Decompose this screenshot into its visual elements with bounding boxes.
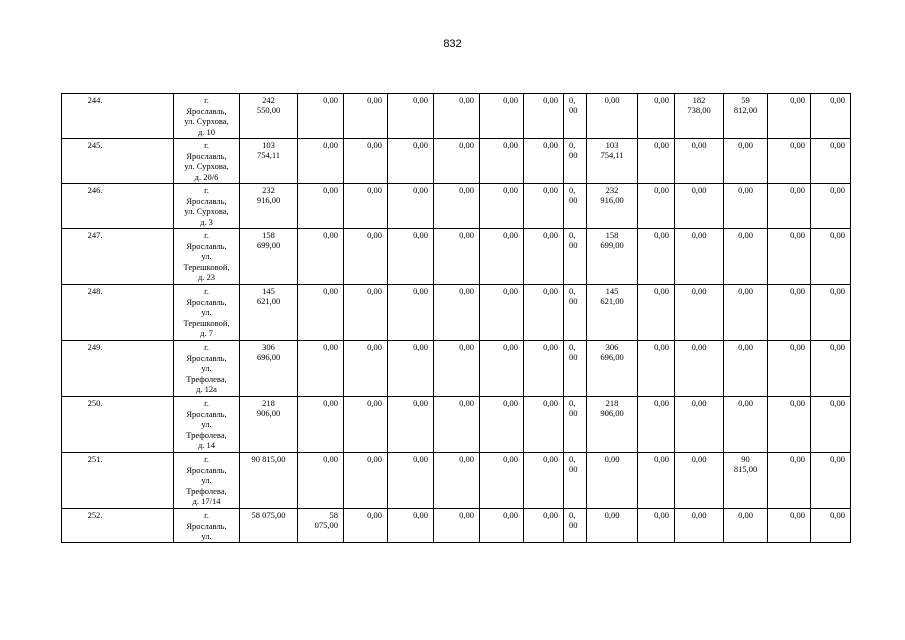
cell-c14: 0,00 <box>811 184 851 229</box>
cell-c13: 0,00 <box>768 94 811 139</box>
cell-num: 245. <box>62 139 174 184</box>
cell-c14: 0,00 <box>811 139 851 184</box>
cell-line: 916,00 <box>600 195 624 205</box>
cell-c10: 0,00 <box>638 139 675 184</box>
cell-c1 <box>240 139 298 184</box>
table-body <box>62 94 851 543</box>
cell-c8 <box>564 453 587 509</box>
cell-line: 0,00 <box>738 510 753 520</box>
table-row <box>62 509 851 543</box>
cell-c1 <box>240 341 298 397</box>
cell-line: Ярославль, <box>186 105 227 116</box>
cell-address <box>174 94 240 139</box>
cell-line: д. 23 <box>197 272 216 283</box>
cell-c12 <box>724 341 768 397</box>
page-number: 832 <box>443 38 462 50</box>
data-table <box>61 93 851 543</box>
cell-line: 218 <box>605 398 619 408</box>
cell-c9 <box>587 139 638 184</box>
cell-c11 <box>675 285 724 341</box>
cell-line: 621,00 <box>256 296 281 306</box>
cell-line: 00 <box>569 520 578 530</box>
cell-c4: 0,00 <box>388 285 434 341</box>
cell-line: ул. <box>201 419 212 430</box>
table-row <box>62 229 851 285</box>
cell-line: ул. <box>201 531 212 542</box>
cell-c10: 0,00 <box>638 285 675 341</box>
cell-c10: 0,00 <box>638 397 675 453</box>
cell-c11 <box>675 509 724 543</box>
cell-c14: 0,00 <box>811 341 851 397</box>
cell-c1 <box>240 453 298 509</box>
cell-c7: 0,00 <box>524 509 564 543</box>
cell-c11 <box>675 184 724 229</box>
cell-line: 621,00 <box>600 296 624 306</box>
cell-c6: 0,00 <box>480 285 524 341</box>
cell-address <box>174 341 240 397</box>
cell-c1 <box>240 184 298 229</box>
cell-c13: 0,00 <box>768 285 811 341</box>
cell-line: Ярославль, <box>186 408 227 419</box>
cell-line: 00 <box>569 240 578 250</box>
cell-c10: 0,00 <box>638 509 675 543</box>
cell-c9 <box>587 397 638 453</box>
cell-c1 <box>240 229 298 285</box>
cell-c13: 0,00 <box>768 139 811 184</box>
cell-c1 <box>240 509 298 543</box>
cell-c7: 0,00 <box>524 453 564 509</box>
cell-line: ул. Сурхова, <box>184 206 229 217</box>
cell-line: 0,00 <box>738 185 753 195</box>
cell-line: г. <box>204 398 209 408</box>
cell-num: 247. <box>62 229 174 285</box>
cell-c13: 0,00 <box>768 453 811 509</box>
cell-c3: 0,00 <box>344 397 388 453</box>
cell-line: 906,00 <box>600 408 624 418</box>
cell-line: 0, <box>569 342 576 352</box>
cell-c3: 0,00 <box>344 139 388 184</box>
table-row <box>62 94 851 139</box>
cell-line: 0,00 <box>691 454 707 464</box>
cell-c5: 0,00 <box>434 184 480 229</box>
cell-c11 <box>675 94 724 139</box>
cell-c10: 0,00 <box>638 94 675 139</box>
cell-c6: 0,00 <box>480 184 524 229</box>
cell-line: 0,00 <box>691 140 707 150</box>
cell-c4: 0,00 <box>388 397 434 453</box>
cell-c3: 0,00 <box>344 229 388 285</box>
cell-line: 0,00 <box>691 510 707 520</box>
cell-line: г. <box>204 510 209 520</box>
cell-c9 <box>587 184 638 229</box>
cell-c5: 0,00 <box>434 453 480 509</box>
cell-address <box>174 509 240 543</box>
cell-line: 158 <box>605 230 619 240</box>
cell-c4: 0,00 <box>388 139 434 184</box>
cell-num: 252. <box>62 509 174 543</box>
cell-line: 218 <box>262 398 275 408</box>
cell-c8 <box>564 341 587 397</box>
cell-c8 <box>564 139 587 184</box>
cell-c9 <box>587 94 638 139</box>
cell-address <box>174 184 240 229</box>
cell-line: Терешковой, <box>183 317 230 328</box>
table-row <box>62 397 851 453</box>
cell-c10: 0,00 <box>638 341 675 397</box>
cell-c8 <box>564 397 587 453</box>
cell-line: 075,00 <box>314 520 338 530</box>
cell-line: 00 <box>569 408 578 418</box>
cell-line: 00 <box>569 105 578 115</box>
cell-c4: 0,00 <box>388 453 434 509</box>
cell-c14: 0,00 <box>811 285 851 341</box>
cell-line: д. 3 <box>200 216 213 227</box>
cell-c3: 0,00 <box>344 285 388 341</box>
cell-line: 0, <box>569 95 576 105</box>
cell-c13: 0,00 <box>768 397 811 453</box>
cell-c1 <box>240 397 298 453</box>
table-row <box>62 453 851 509</box>
cell-line: ул. <box>201 251 212 262</box>
cell-line: 0, <box>569 140 576 150</box>
cell-line: Ярославль, <box>186 195 227 206</box>
cell-c5: 0,00 <box>434 139 480 184</box>
cell-line: 232 <box>605 185 619 195</box>
cell-num: 246. <box>62 184 174 229</box>
cell-line: 00 <box>569 352 578 362</box>
cell-c6: 0,00 <box>480 397 524 453</box>
cell-c4: 0,00 <box>388 509 434 543</box>
cell-line: 815,00 <box>733 464 758 474</box>
cell-c6: 0,00 <box>480 341 524 397</box>
cell-c13: 0,00 <box>768 509 811 543</box>
cell-line: 0,00 <box>691 342 707 352</box>
cell-c6: 0,00 <box>480 139 524 184</box>
cell-line: 0, <box>569 510 576 520</box>
cell-c12 <box>724 509 768 543</box>
cell-line: 306 <box>262 342 275 352</box>
cell-c9 <box>587 285 638 341</box>
cell-line: 90 <box>741 454 750 464</box>
cell-line: 0,00 <box>691 185 707 195</box>
cell-address <box>174 285 240 341</box>
cell-c8 <box>564 229 587 285</box>
cell-c11 <box>675 453 724 509</box>
cell-c4: 0,00 <box>388 229 434 285</box>
cell-line: 696,00 <box>256 352 281 362</box>
cell-c7: 0,00 <box>524 139 564 184</box>
cell-c13: 0,00 <box>768 341 811 397</box>
cell-line: 103 <box>262 140 275 150</box>
cell-line: 0, <box>569 454 576 464</box>
cell-line: 00 <box>569 296 578 306</box>
cell-c2: 0,00 <box>298 229 344 285</box>
cell-line: г. <box>204 342 209 352</box>
cell-line: ул. <box>201 363 212 374</box>
cell-line: 90 815,00 <box>251 454 286 464</box>
cell-line: Ярославль, <box>186 296 227 307</box>
cell-line: 550,00 <box>256 105 281 115</box>
cell-address <box>174 229 240 285</box>
table-row <box>62 139 851 184</box>
cell-c13: 0,00 <box>768 229 811 285</box>
cell-c7: 0,00 <box>524 229 564 285</box>
cell-c11 <box>675 229 724 285</box>
cell-address <box>174 453 240 509</box>
cell-line: Трефолева, <box>186 485 227 496</box>
cell-c7: 0,00 <box>524 397 564 453</box>
cell-line: 0,00 <box>738 286 753 296</box>
cell-c8 <box>564 94 587 139</box>
cell-line: 00 <box>569 464 578 474</box>
cell-c3: 0,00 <box>344 184 388 229</box>
cell-c3: 0,00 <box>344 453 388 509</box>
cell-line: д. 7 <box>200 328 213 339</box>
cell-c12 <box>724 139 768 184</box>
cell-c5: 0,00 <box>434 94 480 139</box>
cell-c7: 0,00 <box>524 285 564 341</box>
cell-line: 158 <box>262 230 275 240</box>
cell-address <box>174 397 240 453</box>
cell-line: 182 <box>692 95 706 105</box>
cell-c4: 0,00 <box>388 341 434 397</box>
cell-line: Ярославль, <box>186 240 227 251</box>
cell-c9 <box>587 453 638 509</box>
cell-line: 0,00 <box>738 398 753 408</box>
cell-line: 0,00 <box>604 510 620 520</box>
cell-c1 <box>240 285 298 341</box>
cell-line: Ярославль, <box>186 352 227 363</box>
cell-line: 0, <box>569 286 576 296</box>
cell-line: 145 <box>605 286 619 296</box>
cell-line: 916,00 <box>256 195 281 205</box>
cell-line: г. <box>204 185 209 195</box>
cell-line: 59 <box>741 95 750 105</box>
cell-c2: 0,00 <box>298 341 344 397</box>
cell-line: 00 <box>569 150 578 160</box>
cell-line: 0, <box>569 398 576 408</box>
cell-c5: 0,00 <box>434 397 480 453</box>
cell-c3: 0,00 <box>344 509 388 543</box>
cell-c5: 0,00 <box>434 509 480 543</box>
cell-line: г. <box>204 140 209 150</box>
cell-c5: 0,00 <box>434 229 480 285</box>
cell-line: г. <box>204 286 209 296</box>
cell-line: д. 20/6 <box>194 171 219 182</box>
cell-c6: 0,00 <box>480 453 524 509</box>
cell-c1 <box>240 94 298 139</box>
cell-c13: 0,00 <box>768 184 811 229</box>
table-row <box>62 341 851 397</box>
cell-num: 250. <box>62 397 174 453</box>
cell-num: 249. <box>62 341 174 397</box>
cell-c10: 0,00 <box>638 453 675 509</box>
cell-c2: 0,00 <box>298 397 344 453</box>
cell-line: д. 17/14 <box>192 496 221 507</box>
cell-line: Трефолева, <box>186 373 227 384</box>
cell-c12 <box>724 229 768 285</box>
cell-c12 <box>724 184 768 229</box>
cell-c3: 0,00 <box>344 94 388 139</box>
cell-line: 0,00 <box>604 454 620 464</box>
cell-c12 <box>724 397 768 453</box>
cell-c12 <box>724 94 768 139</box>
cell-c14: 0,00 <box>811 509 851 543</box>
cell-c8 <box>564 285 587 341</box>
cell-c2: 0,00 <box>298 139 344 184</box>
cell-line: 00 <box>569 195 578 205</box>
cell-line: 754,11 <box>256 150 281 160</box>
cell-line: 0, <box>569 185 576 195</box>
cell-c10: 0,00 <box>638 229 675 285</box>
cell-c2: 0,00 <box>298 285 344 341</box>
cell-num: 248. <box>62 285 174 341</box>
cell-line: ул. <box>201 307 212 318</box>
cell-line: ул. <box>201 475 212 486</box>
cell-c8 <box>564 509 587 543</box>
cell-c6: 0,00 <box>480 229 524 285</box>
cell-c7: 0,00 <box>524 341 564 397</box>
cell-line: Ярославль, <box>186 520 227 531</box>
cell-line: г. <box>204 230 209 240</box>
cell-line: 699,00 <box>256 240 281 250</box>
cell-line: 0,00 <box>691 398 707 408</box>
cell-line: ул. Сурхова, <box>184 161 229 172</box>
cell-c11 <box>675 397 724 453</box>
cell-c2 <box>298 509 344 543</box>
cell-c7: 0,00 <box>524 184 564 229</box>
cell-line: Трефолева, <box>186 429 227 440</box>
cell-line: 242 <box>262 95 275 105</box>
cell-c6: 0,00 <box>480 94 524 139</box>
cell-line: 0, <box>569 230 576 240</box>
cell-c3: 0,00 <box>344 341 388 397</box>
cell-c6: 0,00 <box>480 509 524 543</box>
cell-line: 699,00 <box>600 240 624 250</box>
cell-line: 58 <box>329 510 338 520</box>
cell-line: д. 10 <box>197 126 216 137</box>
cell-c12 <box>724 285 768 341</box>
cell-c10: 0,00 <box>638 184 675 229</box>
cell-c4: 0,00 <box>388 94 434 139</box>
cell-line: 306 <box>605 342 619 352</box>
table-row <box>62 285 851 341</box>
cell-line: Терешковой, <box>183 261 230 272</box>
table-row <box>62 184 851 229</box>
cell-c4: 0,00 <box>388 184 434 229</box>
cell-line: г. <box>204 95 209 105</box>
cell-line: 0,00 <box>604 95 620 105</box>
cell-line: 0,00 <box>691 230 707 240</box>
cell-c9 <box>587 509 638 543</box>
cell-c14: 0,00 <box>811 397 851 453</box>
cell-line: 696,00 <box>600 352 624 362</box>
cell-c12 <box>724 453 768 509</box>
cell-line: 906,00 <box>256 408 281 418</box>
cell-line: 0,00 <box>738 140 753 150</box>
cell-c9 <box>587 341 638 397</box>
cell-line: 0,00 <box>738 342 753 352</box>
cell-c8 <box>564 184 587 229</box>
cell-c7: 0,00 <box>524 94 564 139</box>
cell-line: 0,00 <box>691 286 707 296</box>
cell-line: д. 14 <box>197 440 216 451</box>
cell-c9 <box>587 229 638 285</box>
cell-line: Ярославль, <box>186 464 227 475</box>
cell-c5: 0,00 <box>434 285 480 341</box>
cell-line: г. <box>204 454 209 464</box>
cell-c14: 0,00 <box>811 453 851 509</box>
cell-line: д. 12а <box>196 384 217 395</box>
cell-line: 738,00 <box>687 105 711 115</box>
cell-c14: 0,00 <box>811 94 851 139</box>
cell-address <box>174 139 240 184</box>
cell-c2: 0,00 <box>298 184 344 229</box>
cell-c2: 0,00 <box>298 94 344 139</box>
cell-line: 0,00 <box>738 230 753 240</box>
cell-line: 232 <box>262 185 275 195</box>
cell-line: Ярославль, <box>186 150 227 161</box>
cell-line: 812,00 <box>733 105 758 115</box>
cell-c2: 0,00 <box>298 453 344 509</box>
cell-line: 145 <box>262 286 275 296</box>
cell-c11 <box>675 341 724 397</box>
cell-c5: 0,00 <box>434 341 480 397</box>
cell-num: 251. <box>62 453 174 509</box>
cell-line: 754,11 <box>600 150 624 160</box>
cell-line: 58 075,00 <box>251 510 286 520</box>
cell-c11 <box>675 139 724 184</box>
cell-line: ул. Сурхова, <box>184 116 229 127</box>
cell-c14: 0,00 <box>811 229 851 285</box>
cell-line: 103 <box>605 140 619 150</box>
cell-num: 244. <box>62 94 174 139</box>
